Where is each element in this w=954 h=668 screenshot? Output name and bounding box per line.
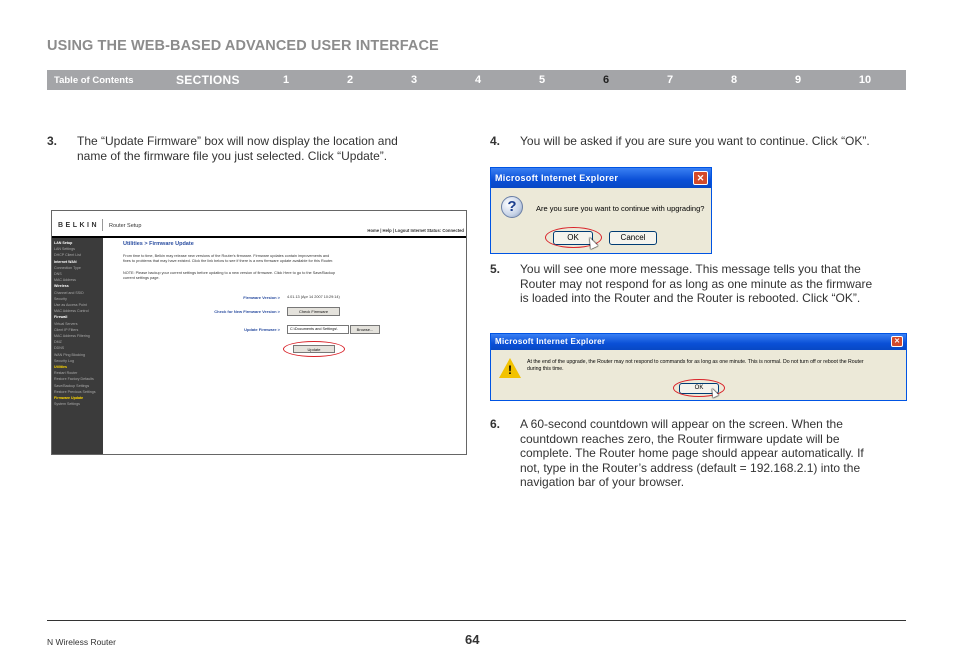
router-sidebar-item[interactable]: System Settings xyxy=(54,402,80,407)
router-text-line: current settings page. xyxy=(123,276,160,280)
step-number: 6. xyxy=(490,417,501,431)
step-line: is loaded into the Router and the Router is rebooted. Click “OK”. xyxy=(520,291,861,305)
step-text xyxy=(520,262,872,306)
step-line: You will see one more message. This message tells you that the xyxy=(520,262,861,276)
belkin-logo: BELKIN xyxy=(58,222,100,229)
warning-icon: ! xyxy=(499,358,521,378)
question-icon: ? xyxy=(501,196,523,218)
router-sidebar-item: Firewall xyxy=(54,315,68,320)
step-5 xyxy=(490,262,906,308)
check-firmware-button[interactable]: Check Firmware xyxy=(287,307,340,316)
router-sidebar-item[interactable]: LAN Settings xyxy=(54,247,75,252)
router-sidebar-item: Wireless xyxy=(54,284,69,289)
nav-section-2[interactable]: 2 xyxy=(346,74,354,86)
step-number: 3. xyxy=(47,134,58,148)
router-setup-label: Router Setup xyxy=(109,223,142,229)
cancel-button[interactable]: Cancel xyxy=(609,231,657,245)
router-text-line: From time to time, Belkin may release new versions of the Router's firmware. Firmware updates contain improvements and xyxy=(123,254,330,258)
nav-section-5[interactable]: 5 xyxy=(538,74,546,86)
dialog-title: Microsoft Internet Explorer xyxy=(495,337,606,346)
step-line: countdown reaches zero, the Router firmware update will be xyxy=(520,431,840,446)
ok-button[interactable]: OK xyxy=(553,231,593,245)
router-intro-text xyxy=(123,254,373,264)
check-firmware-label: Check for New Firmware Version > xyxy=(214,309,280,314)
router-sidebar xyxy=(52,238,103,455)
step-3 xyxy=(47,134,467,164)
dialog-message: Are you sure you want to continue with upgrading? xyxy=(536,204,705,213)
router-sidebar-item[interactable]: MAC Address Control xyxy=(54,309,89,314)
router-sidebar-item: LAN Setup xyxy=(54,241,73,245)
nav-section-4[interactable]: 4 xyxy=(474,74,482,86)
router-sidebar-item[interactable]: MAC Address xyxy=(54,278,76,283)
router-sidebar-item[interactable]: Restore Previous Settings xyxy=(54,389,96,394)
router-sidebar-item: Internet WAN xyxy=(54,259,77,264)
router-sidebar-item[interactable]: DNS xyxy=(54,272,62,276)
step-line: You will be asked if you are sure you want to continue. Click “OK”. xyxy=(520,134,870,148)
firmware-version-label: Firmware Version > xyxy=(243,295,280,300)
firmware-path-input[interactable]: C:\Documents and Settings\ xyxy=(287,325,349,334)
ok-button[interactable]: OK xyxy=(679,383,719,394)
highlight-oval xyxy=(283,341,345,357)
router-top-links[interactable]: Home | Help | Logout Internet Status: Connected xyxy=(367,228,464,233)
nav-sections-label: SECTIONS xyxy=(176,73,240,87)
dialog-message-line: At the end of the upgrade, the Router may not respond to commands for as long as one minute. This is normal. Do not turn off or reboot the Router xyxy=(527,359,864,365)
router-sidebar-item[interactable]: Channel and SSID xyxy=(54,290,84,295)
confirm-dialog xyxy=(490,167,712,254)
update-button[interactable]: Update xyxy=(293,345,335,353)
router-sidebar-item[interactable]: Client IP Filters xyxy=(54,327,79,332)
router-sidebar-item[interactable]: Connection Type xyxy=(54,265,81,270)
dialog-title-bar xyxy=(491,334,906,350)
footer-product-name: N Wireless Router xyxy=(47,637,116,647)
router-sidebar-item[interactable]: Virtual Servers xyxy=(54,321,78,326)
dialog-message xyxy=(527,359,907,373)
close-icon[interactable]: ✕ xyxy=(891,336,903,347)
step-text xyxy=(520,134,870,149)
upgrade-warning-dialog xyxy=(490,333,907,401)
nav-table-of-contents[interactable]: Table of Contents xyxy=(54,75,134,86)
router-text-line: NOTE: Please backup your current settings before updating to a new version of firmware. Click Here to go to the Save/Backup xyxy=(123,271,336,275)
router-sidebar-item[interactable]: MAC Address Filtering xyxy=(54,334,90,338)
step-line: navigation bar of your browser. xyxy=(520,475,685,489)
footer-rule xyxy=(47,620,906,621)
step-line: The “Update Firmware” box will now display the location and xyxy=(77,134,398,148)
step-text xyxy=(77,134,398,163)
step-number: 4. xyxy=(490,134,501,148)
step-4 xyxy=(490,134,906,150)
dialog-title-bar xyxy=(491,168,711,188)
router-header xyxy=(52,211,467,236)
divider xyxy=(102,219,103,231)
nav-section-1[interactable]: 1 xyxy=(282,74,290,86)
router-sidebar-item[interactable]: Save/Backup Settings xyxy=(54,383,90,388)
page-number: 64 xyxy=(465,632,480,647)
section-nav-bar xyxy=(47,70,906,90)
page-section-title: USING THE WEB-BASED ADVANCED USER INTERFACE xyxy=(47,38,439,54)
browse-button[interactable]: Browse... xyxy=(350,325,380,334)
nav-section-3[interactable]: 3 xyxy=(410,74,418,86)
step-text xyxy=(520,417,864,490)
router-sidebar-item[interactable]: Firmware Update xyxy=(54,396,84,400)
nav-section-8[interactable]: 8 xyxy=(730,74,738,86)
router-main xyxy=(103,238,467,455)
router-sidebar-item[interactable]: Security Log xyxy=(54,358,74,363)
router-sidebar-item[interactable]: Security xyxy=(54,296,67,301)
step-line: Router may not respond for as long as one minute as the firmware xyxy=(520,276,873,291)
step-6 xyxy=(490,417,906,492)
router-sidebar-item[interactable]: Restore Factory Defaults xyxy=(54,377,94,382)
step-number: 5. xyxy=(490,262,501,276)
router-sidebar-item[interactable]: DMZ xyxy=(54,340,62,345)
nav-section-10[interactable]: 10 xyxy=(858,74,872,86)
step-line: name of the firmware file you just selected. Click “Update”. xyxy=(77,148,388,163)
router-text-line: fixes to problems that may have existed. Click the link below to see if there is a new firmware update available for this Router. xyxy=(123,259,334,263)
router-sidebar-item[interactable]: Use as Access Point xyxy=(54,303,87,307)
router-sidebar-item[interactable]: Restart Router xyxy=(54,371,78,376)
firmware-version-value: 4.01.13 (Apr 14 2007 10:29:14) xyxy=(287,295,340,299)
router-sidebar-item[interactable]: DDNS xyxy=(54,346,65,351)
nav-section-9[interactable]: 9 xyxy=(794,74,802,86)
router-sidebar-item: Utilities xyxy=(54,365,67,369)
router-page-heading: Utilities > Firmware Update xyxy=(123,241,194,247)
router-sidebar-item[interactable]: WAN Ping Blocking xyxy=(54,352,86,357)
nav-section-7[interactable]: 7 xyxy=(666,74,674,86)
dialog-message-line: during this time. xyxy=(527,366,564,372)
step-line: A 60-second countdown will appear on the screen. When the xyxy=(520,417,843,431)
router-firmware-screenshot xyxy=(51,210,467,455)
update-firmware-label: Update Firmware > xyxy=(244,327,280,332)
dialog-title: Microsoft Internet Explorer xyxy=(495,173,619,183)
close-icon[interactable]: ✕ xyxy=(693,171,708,185)
step-line: not, type in the Router’s address (default = 192.168.2.1) into the xyxy=(520,460,861,475)
router-note-text xyxy=(123,271,373,281)
nav-section-6[interactable]: 6 xyxy=(602,74,610,86)
step-line: complete. The Router home page should appear automatically. If xyxy=(520,446,864,460)
router-sidebar-item[interactable]: DHCP Client List xyxy=(54,253,81,258)
